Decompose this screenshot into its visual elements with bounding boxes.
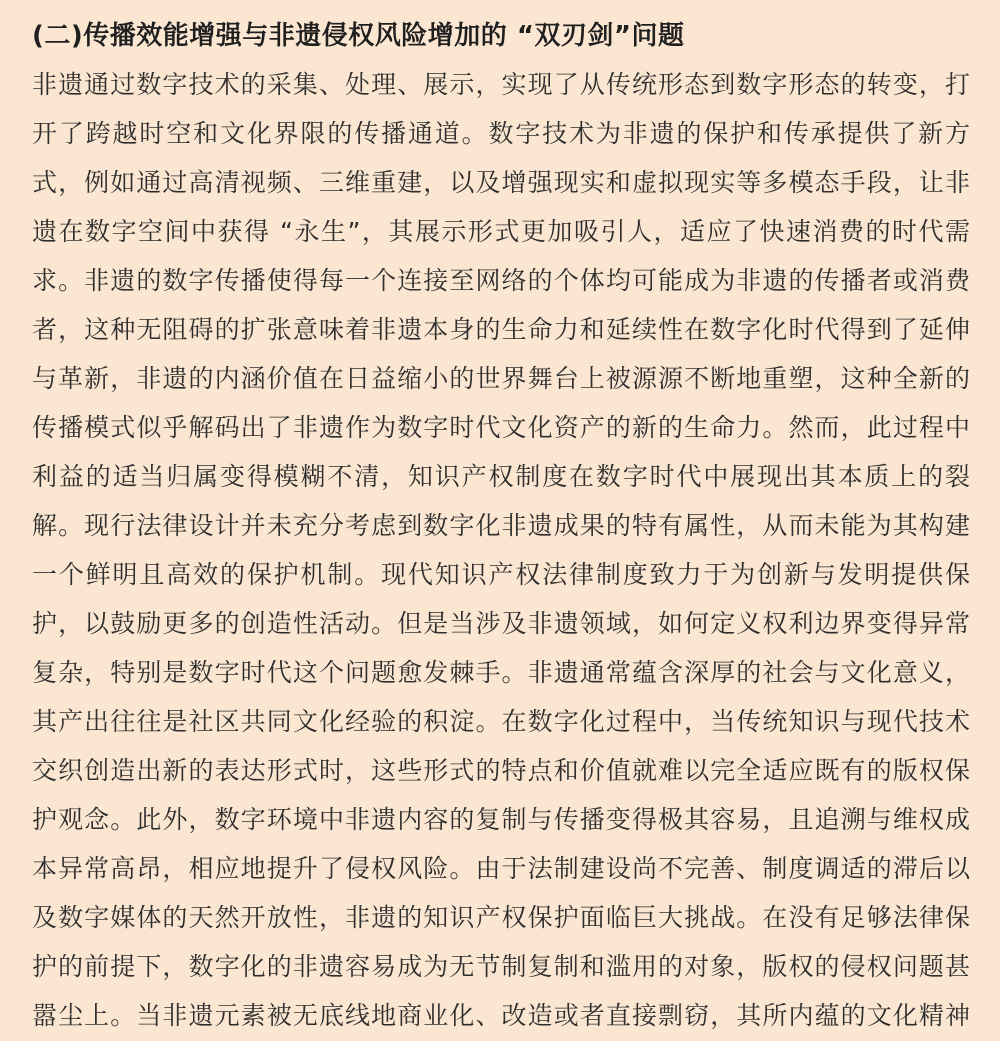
text-line: 复杂，特别是数字时代这个问题愈发棘手。非遗通常蕴含深厚的社会与文化意义， — [32, 658, 970, 687]
text-line: 解。现行法律设计并未充分考虑到数字化非遗成果的特有属性，从而未能为其构建 — [32, 511, 970, 540]
text-line: 一个鲜明且高效的保护机制。现代知识产权法律制度致力于为创新与发明提供保 — [32, 560, 970, 589]
body-paragraph — [32, 60, 970, 1040]
text-line: 与革新，非遗的内涵价值在日益缩小的世界舞台上被源源不断地重塑，这种全新的 — [32, 364, 970, 393]
text-line: 本异常高昂，相应地提升了侵权风险。由于法制建设尚不完善、制度调适的滞后以 — [32, 854, 970, 883]
text-line: 护的前提下，数字化的非遗容易成为无节制复制和滥用的对象，版权的侵权问题甚 — [32, 952, 970, 981]
text-line: 嚣尘上。当非遗元素被无底线地商业化、改造或者直接剽窃，其所内蕴的文化精神 — [32, 1001, 970, 1030]
text-line: 者，这种无阻碍的扩张意味着非遗本身的生命力和延续性在数字化时代得到了延伸 — [32, 315, 970, 344]
text-line: 及数字媒体的天然开放性，非遗的知识产权保护面临巨大挑战。在没有足够法律保 — [32, 903, 970, 932]
text-line: 交织创造出新的表达形式时，这些形式的特点和价值就难以完全适应既有的版权保 — [32, 756, 970, 785]
text-line: 求。非遗的数字传播使得每一个连接至网络的个体均可能成为非遗的传播者或消费 — [32, 266, 970, 295]
text-line: 传播模式似乎解码出了非遗作为数字时代文化资产的新的生命力。然而，此过程中 — [32, 413, 970, 442]
text-line: 护观念。此外，数字环境中非遗内容的复制与传播变得极其容易，且追溯与维权成 — [32, 805, 970, 834]
text-line: 其产出往往是社区共同文化经验的积淀。在数字化过程中，当传统知识与现代技术 — [32, 707, 970, 736]
text-line: 利益的适当归属变得模糊不清，知识产权制度在数字时代中展现出其本质上的裂 — [32, 462, 970, 491]
text-line: 护，以鼓励更多的创造性活动。但是当涉及非遗领域，如何定义权利边界变得异常 — [32, 609, 970, 638]
text-line: 开了跨越时空和文化界限的传播通道。数字技术为非遗的保护和传承提供了新方 — [32, 119, 970, 148]
section-heading: (二)传播效能增强与非遗侵权风险增加的 “双刃剑”问题 — [32, 21, 685, 51]
text-line: 遗在数字空间中获得 “永生”，其展示形式更加吸引人，适应了快速消费的时代需 — [32, 217, 970, 246]
text-line: 非遗通过数字技术的采集、处理、展示，实现了从传统形态到数字形态的转变，打 — [32, 70, 970, 99]
text-line: 式，例如通过高清视频、三维重建，以及增强现实和虚拟现实等多模态手段，让非 — [32, 168, 970, 197]
